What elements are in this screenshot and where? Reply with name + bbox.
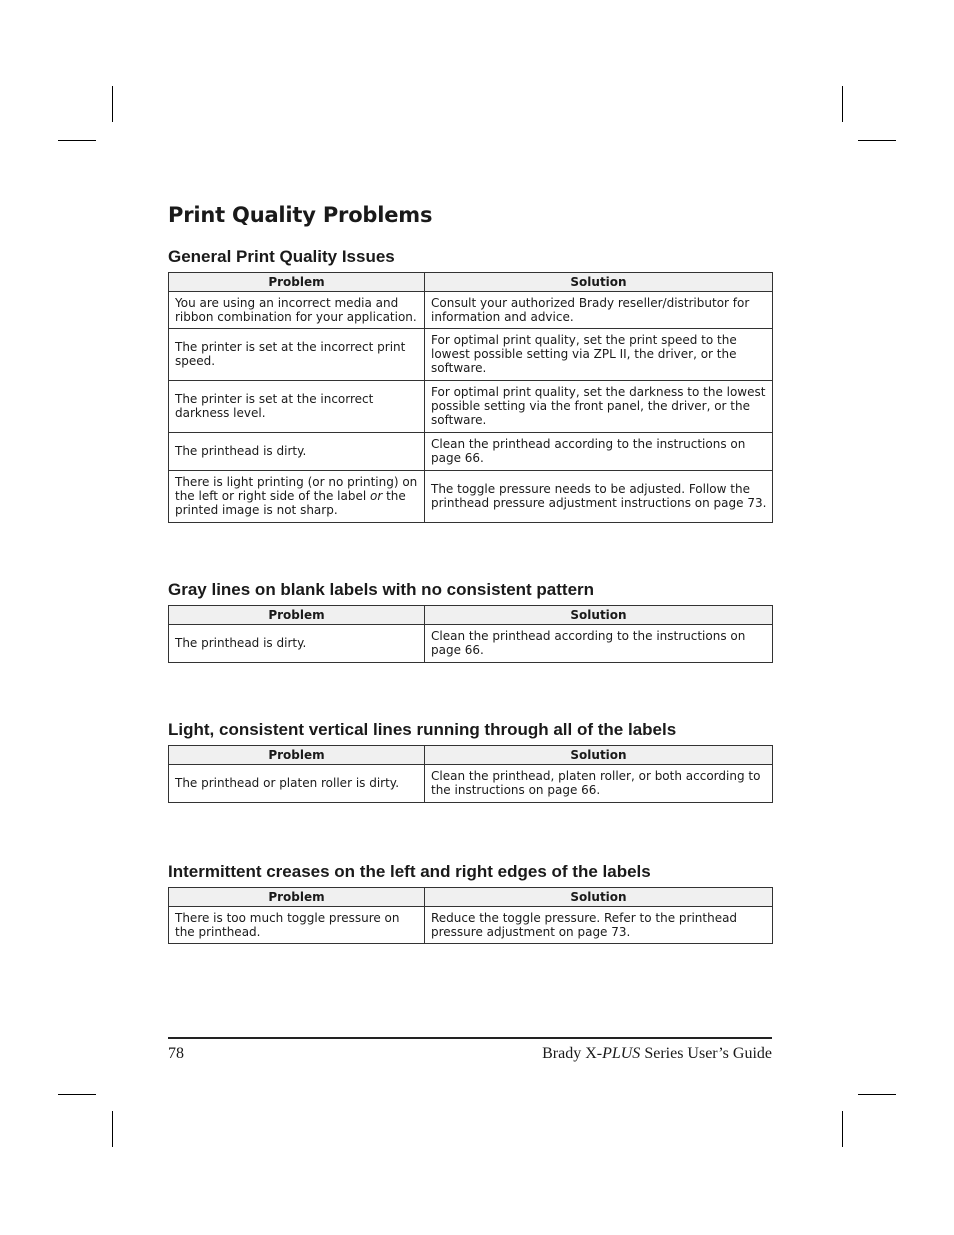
problem-cell: The printhead is dirty.	[169, 433, 425, 471]
crop-mark	[858, 1094, 896, 1095]
solution-cell: Clean the printhead according to the instructions on page 66.	[425, 625, 773, 663]
crop-mark	[112, 86, 113, 122]
table-row	[169, 292, 773, 329]
problem-cell: The printer is set at the incorrect darkness level.	[169, 381, 425, 433]
crop-mark	[842, 86, 843, 122]
table-header-row	[169, 888, 773, 907]
section-heading: Gray lines on blank labels with no consistent pattern	[168, 580, 595, 599]
table-row	[169, 433, 773, 471]
crop-mark	[112, 1111, 113, 1147]
table-row	[169, 765, 773, 803]
guide-title: Brady X-PLUS Series User’s Guide	[542, 1045, 772, 1062]
header-problem: Problem	[169, 273, 425, 292]
page-number: 78	[168, 1045, 184, 1062]
header-solution: Solution	[425, 888, 773, 907]
section-heading: General Print Quality Issues	[168, 247, 395, 266]
solution-cell: For optimal print quality, set the darkness to the lowest possible setting via the front panel, the driver, or the software.	[425, 381, 773, 433]
section-gray-lines	[168, 580, 772, 663]
table-header-row	[169, 273, 773, 292]
troubleshooting-table	[168, 272, 773, 523]
header-solution: Solution	[425, 273, 773, 292]
problem-cell: The printhead is dirty.	[169, 625, 425, 663]
table-row	[169, 329, 773, 381]
crop-mark	[58, 140, 96, 141]
section-intermittent-creases	[168, 862, 772, 944]
troubleshooting-table	[168, 887, 773, 944]
section-heading: Light, consistent vertical lines running through all of the labels	[168, 720, 677, 739]
header-solution: Solution	[425, 606, 773, 625]
crop-mark	[858, 140, 896, 141]
page-title: Print Quality Problems	[168, 203, 433, 227]
troubleshooting-table	[168, 745, 773, 803]
header-problem: Problem	[169, 888, 425, 907]
solution-cell: The toggle pressure needs to be adjusted. Follow the printhead pressure adjustment instructions on page 73.	[425, 471, 773, 523]
troubleshooting-table	[168, 605, 773, 663]
solution-cell: Consult your authorized Brady reseller/distributor for information and advice.	[425, 292, 773, 329]
header-problem: Problem	[169, 606, 425, 625]
guide-title-emphasis: PLUS	[602, 1045, 641, 1062]
table-header-row	[169, 606, 773, 625]
solution-cell: Clean the printhead, platen roller, or both according to the instructions on page 66.	[425, 765, 773, 803]
table-row	[169, 907, 773, 944]
crop-mark	[842, 1111, 843, 1147]
table-header-row	[169, 746, 773, 765]
table-row	[169, 625, 773, 663]
problem-cell: The printer is set at the incorrect print speed.	[169, 329, 425, 381]
solution-cell: Clean the printhead according to the instructions on page 66.	[425, 433, 773, 471]
table-row	[169, 381, 773, 433]
problem-cell: There is too much toggle pressure on the printhead.	[169, 907, 425, 944]
problem-cell: The printhead or platen roller is dirty.	[169, 765, 425, 803]
section-vertical-lines	[168, 720, 772, 803]
section-heading: Intermittent creases on the left and right edges of the labels	[168, 862, 651, 881]
header-solution: Solution	[425, 746, 773, 765]
crop-mark	[58, 1094, 96, 1095]
table-row	[169, 471, 773, 523]
solution-cell: Reduce the toggle pressure. Refer to the printhead pressure adjustment on page 73.	[425, 907, 773, 944]
section-general-issues	[168, 247, 772, 523]
footer-rule	[168, 1037, 772, 1039]
header-problem: Problem	[169, 746, 425, 765]
emphasis-text: or	[369, 489, 383, 503]
problem-cell: You are using an incorrect media and ribbon combination for your application.	[169, 292, 425, 329]
solution-cell: For optimal print quality, set the print speed to the lowest possible setting via ZPL II, the driver, or the software.	[425, 329, 773, 381]
problem-cell: There is light printing (or no printing) on the left or right side of the label or the printed image is not sharp.	[169, 471, 425, 523]
